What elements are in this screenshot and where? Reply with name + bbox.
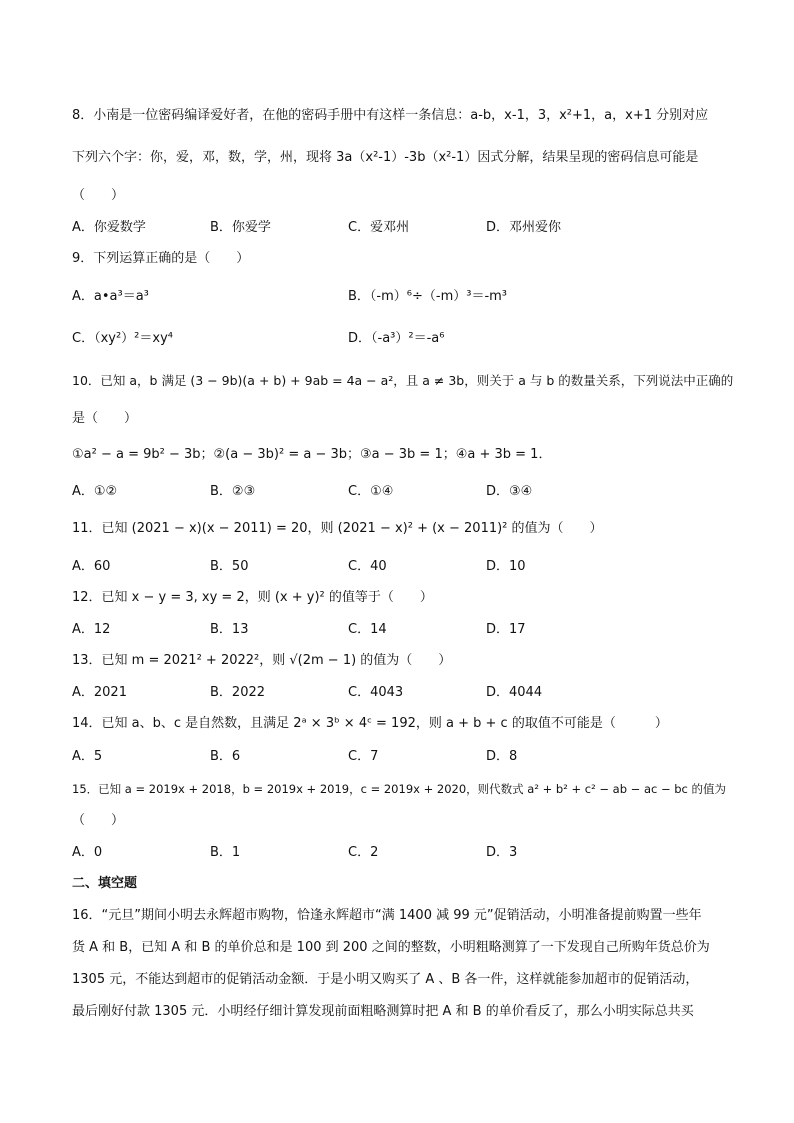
q15-option-a: A．0 (72, 845, 103, 860)
q14-stem: 14．已知 a、b、c 是自然数，且满足 2ᵃ × 3ᵇ × 4ᶜ = 192，则 a + b + c 的取值不可能是（ ） (72, 716, 668, 731)
q15-option-d: D．3 (486, 845, 518, 860)
q15-option-b: B．1 (210, 845, 241, 860)
q8-option-a: A．你爱数学 (72, 220, 146, 235)
q12-option-b: B．13 (210, 622, 249, 637)
q8-line2: 下列六个字：你，爱，邓，数，学，州，现将 3a（x²-1）-3b（x²-1）因式分解，结果呈现的密码信息可能是 (72, 150, 699, 165)
q14-option-d: D．8 (486, 749, 518, 764)
q11-option-a: A．60 (72, 559, 111, 574)
q16-line2: 货 A 和 B，已知 A 和 B 的单价总和是 100 到 200 之间的整数，小明粗略测算了一下发现自己所购年货总价为 (72, 940, 710, 955)
q14-option-a: A．5 (72, 749, 103, 764)
q8-line1: 8．小南是一位密码编译爱好者，在他的密码手册中有这样一条信息：a-b，x-1，3，x²+1，a，x+1 分别对应 (72, 108, 709, 123)
q11-option-c: C．40 (348, 559, 387, 574)
q14-option-c: C．7 (348, 749, 379, 764)
q13-option-c: C．4043 (348, 685, 404, 700)
q10-line1: 10．已知 a，b 满足 (3 − 9b)(a + b) + 9ab = 4a − a²，且 a ≠ 3b，则关于 a 与 b 的数量关系，下列说法中正确的 (72, 373, 734, 388)
q13-option-b: B．2022 (210, 685, 266, 700)
q10-option-b: B．②③ (210, 484, 256, 499)
q11-option-b: B．50 (210, 559, 249, 574)
q11-stem: 11．已知 (2021 − x)(x − 2011) = 20，则 (2021 − x)² + (x − 2011)² 的值为（ ） (72, 521, 603, 536)
q12-stem: 12．已知 x − y = 3, xy = 2，则 (x + y)² 的值等于（ ） (72, 590, 433, 605)
q15-line1: 15．已知 a = 2019x + 2018，b = 2019x + 2019，c = 2019x + 2020，则代数式 a² + b² + c² − ab − ac − bc 的值为 (72, 782, 727, 796)
q9-option-b: B．（-m）⁶÷（-m）³＝-m³ (348, 289, 508, 304)
q10-line2: 是（ ） (72, 411, 138, 426)
q12-option-c: C．14 (348, 622, 387, 637)
q9-option-a: A．a•a³＝a³ (72, 289, 149, 304)
q9-option-c: C．（xy²）²＝xy⁴ (72, 331, 173, 346)
q8-option-b: B．你爱学 (210, 220, 271, 235)
q10-statements: ①a² − a = 9b² − 3b；②(a − 3b)² = a − 3b；③a − 3b = 1；④a + 3b = 1． (72, 447, 552, 462)
q8-line3: （ ） (72, 188, 125, 203)
q12-option-d: D．17 (486, 622, 526, 637)
q9-stem: 9．下列运算正确的是（ ） (72, 251, 250, 266)
q16-line4: 最后刚好付款 1305 元．小明经仔细计算发现前面粗略测算时把 A 和 B 的单价看反了，那么小明实际总共买 (72, 1004, 694, 1019)
q10-option-d: D．③④ (486, 484, 533, 499)
q13-option-a: A．2021 (72, 685, 127, 700)
q16-line1: 16．“元旦”期间小明去永辉超市购物，恰逢永辉超市“满 1400 减 99 元”促销活动，小明准备提前购置一些年 (72, 908, 702, 923)
q9-option-d: D．（-a³）²＝-a⁶ (348, 331, 445, 346)
q14-option-b: B．6 (210, 749, 241, 764)
q8-option-c: C．爱邓州 (348, 220, 410, 235)
q10-option-c: C．①④ (348, 484, 394, 499)
q15-option-c: C．2 (348, 845, 379, 860)
q8-option-d: D．邓州爱你 (486, 220, 562, 235)
q10-option-a: A．①② (72, 484, 118, 499)
section-heading: 二、填空题 (72, 876, 138, 891)
q13-option-d: D．4044 (486, 685, 543, 700)
q12-option-a: A．12 (72, 622, 111, 637)
q11-option-d: D．10 (486, 559, 526, 574)
q13-stem: 13．已知 m = 2021² + 2022²，则 √(2m − 1) 的值为（ ） (72, 653, 452, 668)
q16-line3: 1305 元，不能达到超市的促销活动金额．于是小明又购买了 A 、B 各一件，这样就能参加超市的促销活动， (72, 972, 699, 987)
q15-line2: （ ） (72, 813, 125, 828)
